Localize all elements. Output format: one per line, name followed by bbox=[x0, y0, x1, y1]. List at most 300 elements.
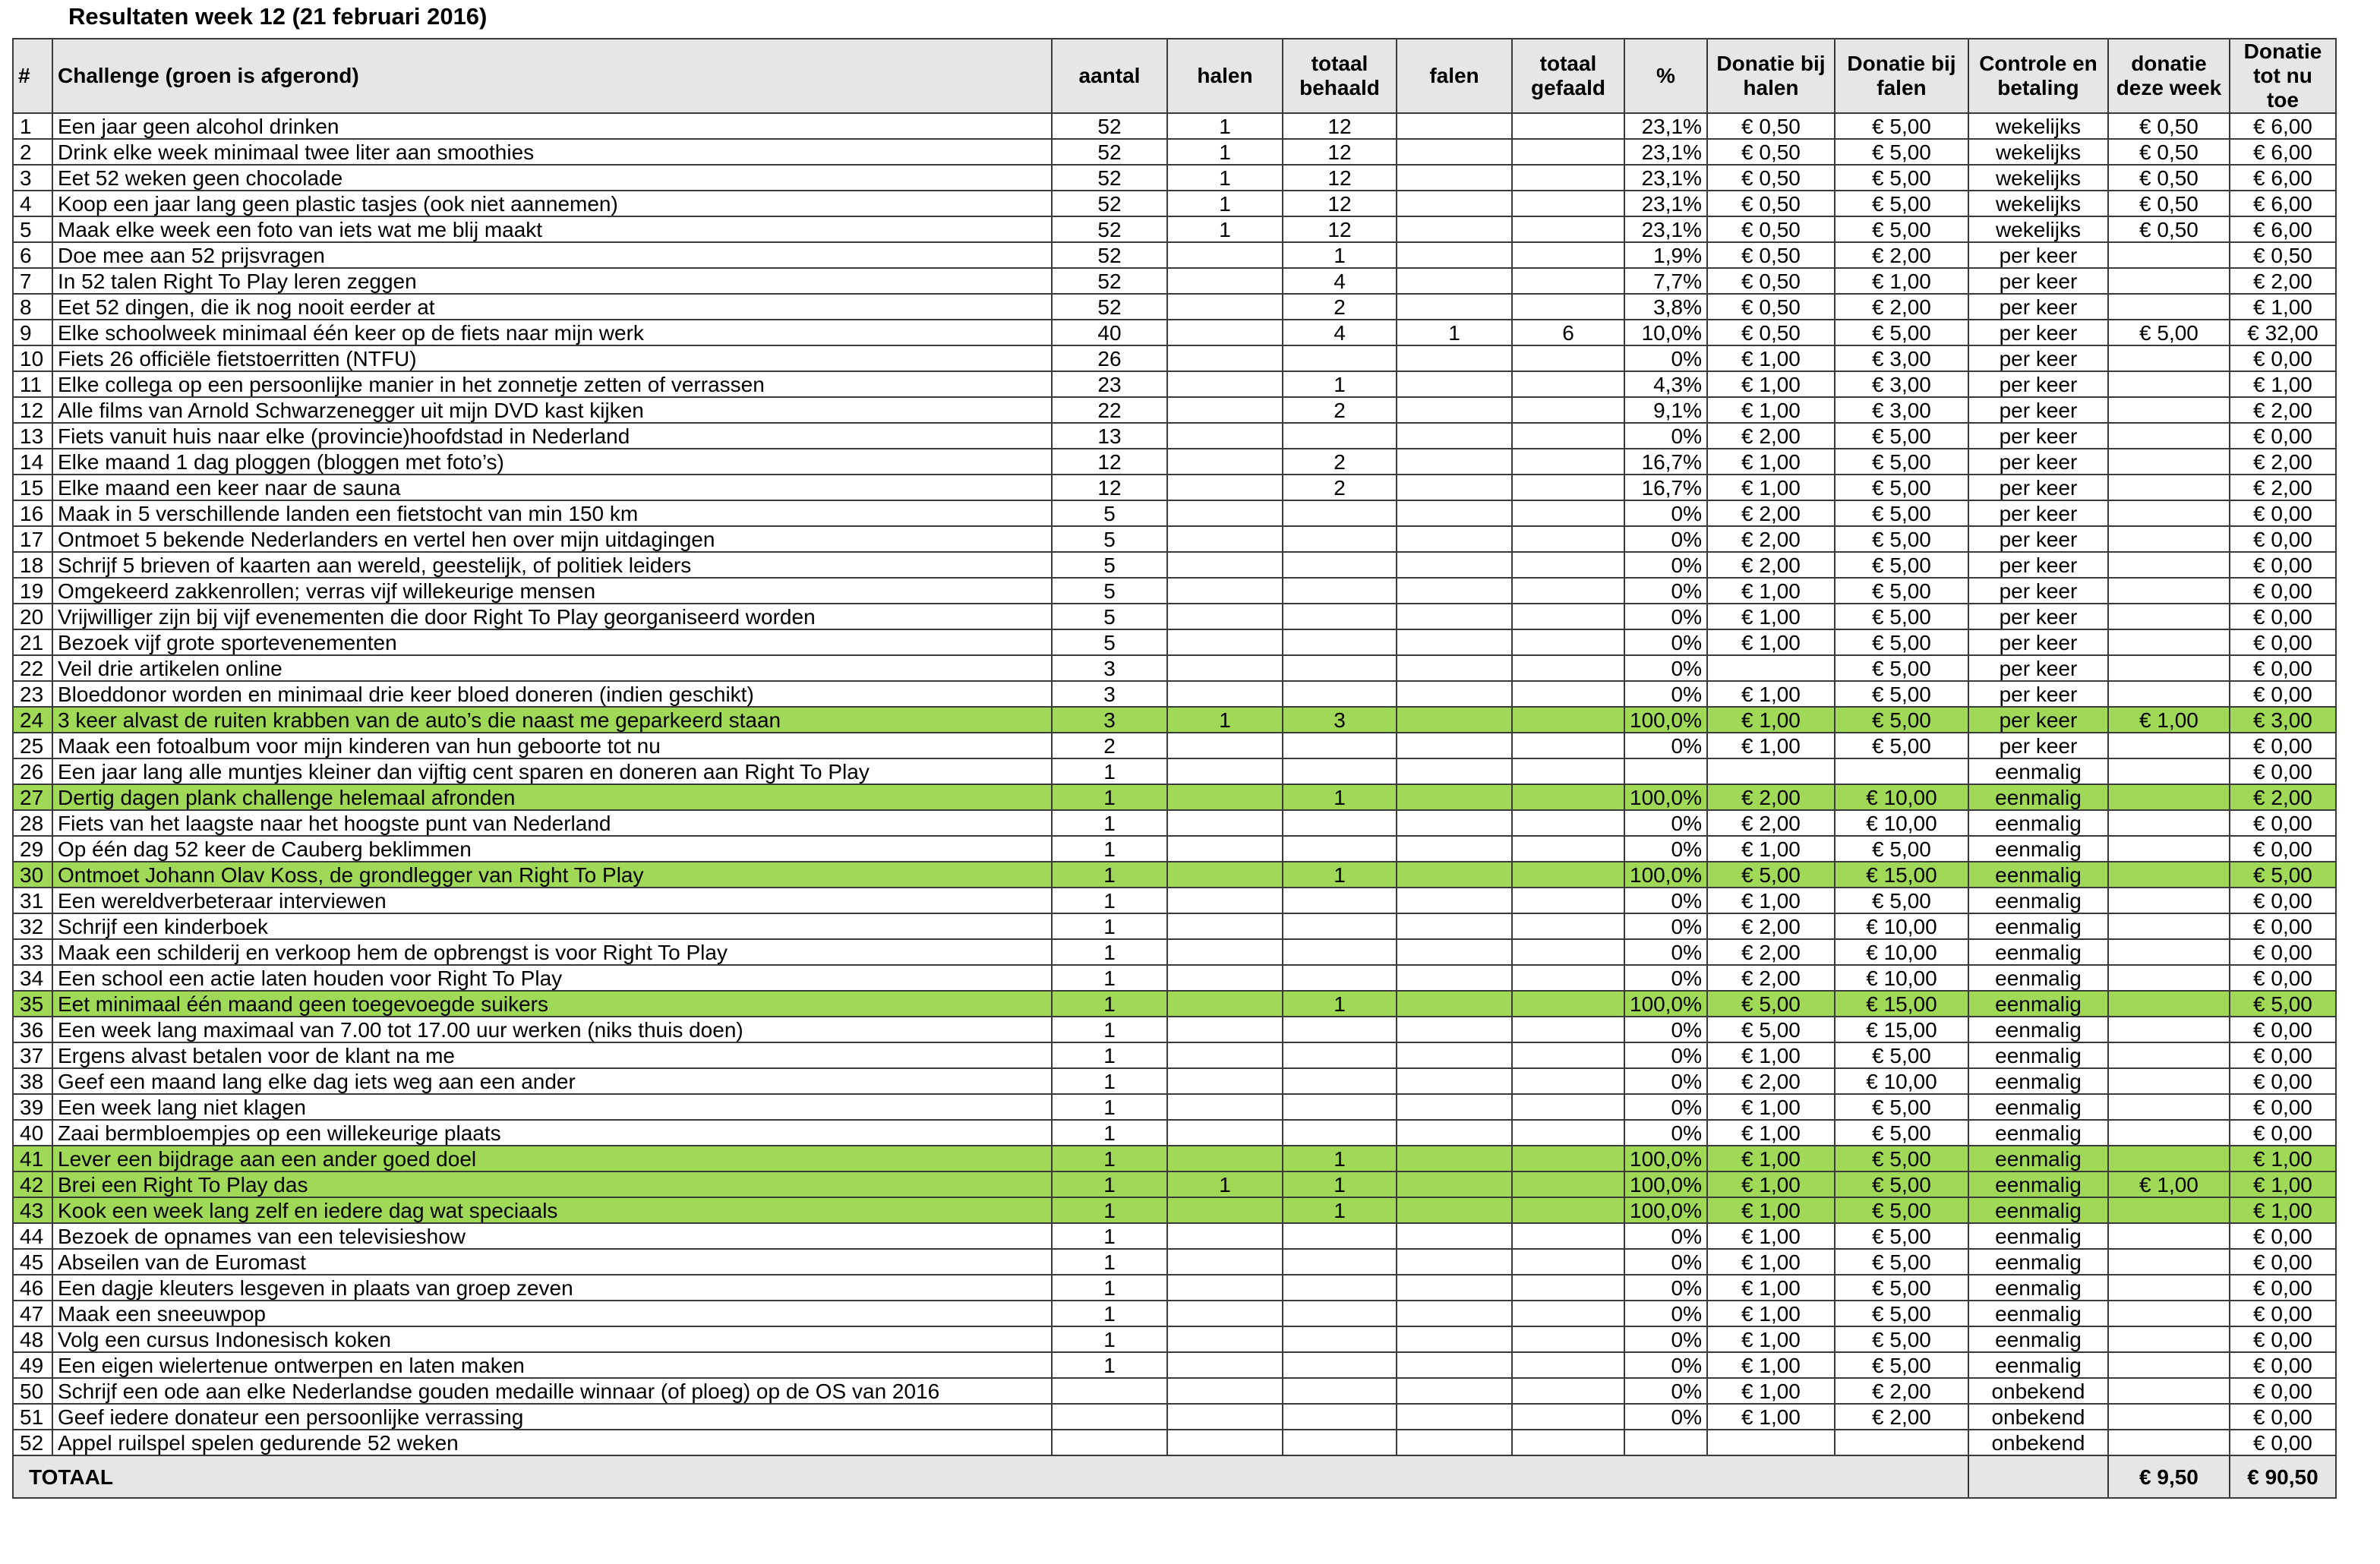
cell-donatie-bij-halen: € 2,00 bbox=[1707, 913, 1835, 939]
cell-aantal: 5 bbox=[1052, 552, 1167, 578]
cell-totaal-gefaald bbox=[1512, 629, 1624, 655]
cell-controle: eenmalig bbox=[1968, 810, 2108, 836]
cell-donatie-bij-falen: € 5,00 bbox=[1835, 836, 1968, 862]
cell-challenge: Maak een sneeuwpop bbox=[52, 1301, 1052, 1326]
cell-controle: per keer bbox=[1968, 475, 2108, 500]
cell-number: 41 bbox=[13, 1146, 52, 1171]
table-row bbox=[13, 1042, 2336, 1068]
cell-challenge: Een jaar lang alle muntjes kleiner dan vijftig cent sparen en doneren aan Right To Play bbox=[52, 758, 1052, 784]
cell-donatie-bij-halen: € 1,00 bbox=[1707, 629, 1835, 655]
cell-challenge: Een week lang niet klagen bbox=[52, 1094, 1052, 1120]
cell-challenge: Doe mee aan 52 prijsvragen bbox=[52, 242, 1052, 268]
cell-totaal-behaald bbox=[1283, 345, 1397, 371]
cell-halen bbox=[1167, 810, 1283, 836]
cell-donatie-tot-nu: € 0,00 bbox=[2230, 1275, 2336, 1301]
cell-controle: eenmalig bbox=[1968, 1042, 2108, 1068]
cell-totaal-gefaald bbox=[1512, 552, 1624, 578]
cell-donatie-bij-halen: € 1,00 bbox=[1707, 1197, 1835, 1223]
cell-challenge: Bezoek de opnames van een televisieshow bbox=[52, 1223, 1052, 1249]
cell-aantal: 5 bbox=[1052, 604, 1167, 629]
cell-donatie-bij-halen: € 0,50 bbox=[1707, 191, 1835, 216]
cell-donatie-bij-falen: € 5,00 bbox=[1835, 1326, 1968, 1352]
cell-totaal-gefaald bbox=[1512, 1249, 1624, 1275]
cell-falen bbox=[1397, 758, 1512, 784]
cell-aantal: 1 bbox=[1052, 1171, 1167, 1197]
cell-donatie-bij-halen: € 1,00 bbox=[1707, 681, 1835, 707]
table-row bbox=[13, 320, 2336, 345]
cell-totaal-gefaald bbox=[1512, 862, 1624, 888]
results-table bbox=[12, 38, 2337, 1499]
cell-halen bbox=[1167, 1249, 1283, 1275]
cell-totaal-gefaald bbox=[1512, 242, 1624, 268]
cell-donatie-tot-nu: € 0,00 bbox=[2230, 629, 2336, 655]
cell-percentage: 0% bbox=[1624, 500, 1707, 526]
cell-challenge: Elke schoolweek minimaal één keer op de fiets naar mijn werk bbox=[52, 320, 1052, 345]
cell-donatie-tot-nu: € 0,00 bbox=[2230, 1326, 2336, 1352]
cell-donatie-bij-halen: € 1,00 bbox=[1707, 1146, 1835, 1171]
cell-challenge: Dertig dagen plank challenge helemaal afronden bbox=[52, 784, 1052, 810]
cell-donatie-deze-week bbox=[2108, 294, 2230, 320]
cell-controle: eenmalig bbox=[1968, 1197, 2108, 1223]
cell-totaal-gefaald bbox=[1512, 913, 1624, 939]
cell-donatie-tot-nu: € 0,00 bbox=[2230, 965, 2336, 991]
cell-donatie-tot-nu: € 1,00 bbox=[2230, 1146, 2336, 1171]
cell-aantal: 1 bbox=[1052, 810, 1167, 836]
cell-percentage: 0% bbox=[1624, 1042, 1707, 1068]
cell-percentage: 0% bbox=[1624, 1068, 1707, 1094]
cell-aantal: 1 bbox=[1052, 1094, 1167, 1120]
cell-totaal-behaald bbox=[1283, 423, 1397, 449]
cell-donatie-bij-falen: € 10,00 bbox=[1835, 1068, 1968, 1094]
cell-donatie-bij-falen: € 3,00 bbox=[1835, 345, 1968, 371]
cell-donatie-tot-nu: € 0,00 bbox=[2230, 758, 2336, 784]
cell-controle: onbekend bbox=[1968, 1378, 2108, 1404]
cell-number: 16 bbox=[13, 500, 52, 526]
cell-falen bbox=[1397, 784, 1512, 810]
cell-aantal: 1 bbox=[1052, 1042, 1167, 1068]
cell-donatie-tot-nu: € 0,00 bbox=[2230, 733, 2336, 758]
cell-donatie-deze-week bbox=[2108, 397, 2230, 423]
cell-donatie-bij-halen: € 0,50 bbox=[1707, 242, 1835, 268]
cell-halen bbox=[1167, 423, 1283, 449]
cell-donatie-tot-nu: € 6,00 bbox=[2230, 216, 2336, 242]
header-number: # bbox=[13, 39, 52, 113]
total-label: TOTAAL bbox=[13, 1455, 1968, 1498]
cell-aantal: 1 bbox=[1052, 1120, 1167, 1146]
cell-totaal-behaald bbox=[1283, 1017, 1397, 1042]
cell-totaal-behaald bbox=[1283, 1223, 1397, 1249]
cell-halen bbox=[1167, 1223, 1283, 1249]
cell-donatie-deze-week bbox=[2108, 836, 2230, 862]
cell-donatie-bij-halen: € 1,00 bbox=[1707, 371, 1835, 397]
cell-percentage: 3,8% bbox=[1624, 294, 1707, 320]
cell-falen bbox=[1397, 423, 1512, 449]
cell-number: 22 bbox=[13, 655, 52, 681]
cell-controle: eenmalig bbox=[1968, 1017, 2108, 1042]
cell-challenge: Kook een week lang zelf en iedere dag wat speciaals bbox=[52, 1197, 1052, 1223]
cell-totaal-behaald: 2 bbox=[1283, 397, 1397, 423]
cell-number: 51 bbox=[13, 1404, 52, 1430]
cell-donatie-deze-week bbox=[2108, 1404, 2230, 1430]
cell-donatie-tot-nu: € 0,00 bbox=[2230, 655, 2336, 681]
cell-falen bbox=[1397, 268, 1512, 294]
cell-donatie-bij-halen: € 0,50 bbox=[1707, 113, 1835, 139]
cell-aantal bbox=[1052, 1404, 1167, 1430]
cell-donatie-bij-halen: € 0,50 bbox=[1707, 294, 1835, 320]
cell-aantal: 1 bbox=[1052, 1326, 1167, 1352]
cell-donatie-bij-halen bbox=[1707, 1430, 1835, 1455]
header-aantal: aantal bbox=[1052, 39, 1167, 113]
cell-donatie-deze-week bbox=[2108, 475, 2230, 500]
cell-donatie-deze-week bbox=[2108, 681, 2230, 707]
cell-totaal-behaald bbox=[1283, 655, 1397, 681]
cell-totaal-behaald bbox=[1283, 888, 1397, 913]
cell-controle: per keer bbox=[1968, 733, 2108, 758]
table-row bbox=[13, 862, 2336, 888]
cell-aantal: 13 bbox=[1052, 423, 1167, 449]
cell-donatie-bij-falen: € 5,00 bbox=[1835, 552, 1968, 578]
cell-donatie-bij-halen: € 1,00 bbox=[1707, 475, 1835, 500]
cell-totaal-behaald: 12 bbox=[1283, 139, 1397, 165]
cell-halen bbox=[1167, 1352, 1283, 1378]
cell-donatie-tot-nu: € 6,00 bbox=[2230, 191, 2336, 216]
cell-donatie-tot-nu: € 0,00 bbox=[2230, 681, 2336, 707]
cell-totaal-gefaald bbox=[1512, 965, 1624, 991]
cell-donatie-deze-week bbox=[2108, 784, 2230, 810]
cell-donatie-tot-nu: € 0,00 bbox=[2230, 526, 2336, 552]
cell-challenge: Drink elke week minimaal twee liter aan smoothies bbox=[52, 139, 1052, 165]
cell-donatie-tot-nu: € 0,00 bbox=[2230, 888, 2336, 913]
cell-totaal-gefaald bbox=[1512, 1017, 1624, 1042]
cell-totaal-behaald bbox=[1283, 552, 1397, 578]
table-row bbox=[13, 191, 2336, 216]
cell-percentage: 7,7% bbox=[1624, 268, 1707, 294]
cell-number: 2 bbox=[13, 139, 52, 165]
cell-donatie-bij-falen: € 5,00 bbox=[1835, 1197, 1968, 1223]
cell-totaal-gefaald bbox=[1512, 1068, 1624, 1094]
cell-percentage: 4,3% bbox=[1624, 371, 1707, 397]
cell-donatie-tot-nu: € 0,00 bbox=[2230, 552, 2336, 578]
table-row bbox=[13, 991, 2336, 1017]
cell-totaal-gefaald bbox=[1512, 371, 1624, 397]
cell-totaal-behaald: 4 bbox=[1283, 320, 1397, 345]
cell-percentage: 0% bbox=[1624, 629, 1707, 655]
cell-halen: 1 bbox=[1167, 113, 1283, 139]
cell-donatie-tot-nu: € 0,00 bbox=[2230, 1120, 2336, 1146]
cell-donatie-deze-week bbox=[2108, 1249, 2230, 1275]
cell-totaal-behaald: 1 bbox=[1283, 862, 1397, 888]
cell-donatie-tot-nu: € 0,00 bbox=[2230, 836, 2336, 862]
cell-totaal-behaald bbox=[1283, 500, 1397, 526]
cell-challenge: Geef een maand lang elke dag iets weg aan een ander bbox=[52, 1068, 1052, 1094]
cell-number: 52 bbox=[13, 1430, 52, 1455]
cell-challenge: Op één dag 52 keer de Cauberg beklimmen bbox=[52, 836, 1052, 862]
cell-donatie-tot-nu: € 6,00 bbox=[2230, 165, 2336, 191]
cell-totaal-gefaald bbox=[1512, 1094, 1624, 1120]
cell-halen bbox=[1167, 1326, 1283, 1352]
header-donatie-deze-week: donatie deze week bbox=[2108, 39, 2230, 113]
cell-falen bbox=[1397, 242, 1512, 268]
cell-donatie-bij-falen: € 15,00 bbox=[1835, 862, 1968, 888]
cell-totaal-gefaald bbox=[1512, 1301, 1624, 1326]
cell-donatie-tot-nu: € 0,00 bbox=[2230, 1404, 2336, 1430]
cell-halen bbox=[1167, 888, 1283, 913]
table-row bbox=[13, 1017, 2336, 1042]
cell-number: 26 bbox=[13, 758, 52, 784]
cell-donatie-bij-halen: € 2,00 bbox=[1707, 784, 1835, 810]
cell-totaal-behaald bbox=[1283, 965, 1397, 991]
cell-donatie-deze-week: € 1,00 bbox=[2108, 707, 2230, 733]
cell-halen bbox=[1167, 655, 1283, 681]
cell-totaal-behaald bbox=[1283, 1430, 1397, 1455]
cell-donatie-bij-falen: € 3,00 bbox=[1835, 371, 1968, 397]
cell-number: 36 bbox=[13, 1017, 52, 1042]
cell-donatie-bij-halen: € 0,50 bbox=[1707, 268, 1835, 294]
cell-totaal-gefaald bbox=[1512, 268, 1624, 294]
cell-challenge: Schrijf een ode aan elke Nederlandse gouden medaille winnaar (of ploeg) op de OS van 2016 bbox=[52, 1378, 1052, 1404]
cell-donatie-bij-falen: € 5,00 bbox=[1835, 1120, 1968, 1146]
cell-halen: 1 bbox=[1167, 165, 1283, 191]
cell-challenge: Elke maand een keer naar de sauna bbox=[52, 475, 1052, 500]
cell-totaal-gefaald bbox=[1512, 423, 1624, 449]
cell-donatie-deze-week: € 0,50 bbox=[2108, 139, 2230, 165]
cell-totaal-behaald bbox=[1283, 939, 1397, 965]
cell-number: 42 bbox=[13, 1171, 52, 1197]
cell-aantal: 3 bbox=[1052, 655, 1167, 681]
cell-number: 1 bbox=[13, 113, 52, 139]
cell-number: 30 bbox=[13, 862, 52, 888]
total-tot-nu: € 90,50 bbox=[2230, 1455, 2336, 1498]
cell-totaal-gefaald bbox=[1512, 1275, 1624, 1301]
cell-percentage: 0% bbox=[1624, 1223, 1707, 1249]
cell-donatie-tot-nu: € 0,00 bbox=[2230, 345, 2336, 371]
cell-falen bbox=[1397, 1378, 1512, 1404]
cell-donatie-deze-week bbox=[2108, 268, 2230, 294]
cell-donatie-bij-falen: € 5,00 bbox=[1835, 1352, 1968, 1378]
cell-aantal: 1 bbox=[1052, 965, 1167, 991]
cell-number: 44 bbox=[13, 1223, 52, 1249]
cell-totaal-gefaald bbox=[1512, 449, 1624, 475]
cell-percentage: 0% bbox=[1624, 655, 1707, 681]
cell-controle: eenmalig bbox=[1968, 1094, 2108, 1120]
cell-totaal-behaald: 12 bbox=[1283, 216, 1397, 242]
cell-falen bbox=[1397, 1249, 1512, 1275]
cell-donatie-bij-halen: € 1,00 bbox=[1707, 888, 1835, 913]
cell-falen bbox=[1397, 733, 1512, 758]
cell-donatie-bij-falen: € 5,00 bbox=[1835, 500, 1968, 526]
cell-controle: onbekend bbox=[1968, 1404, 2108, 1430]
cell-controle: per keer bbox=[1968, 371, 2108, 397]
cell-controle: per keer bbox=[1968, 500, 2108, 526]
cell-controle: eenmalig bbox=[1968, 965, 2108, 991]
cell-challenge: Brei een Right To Play das bbox=[52, 1171, 1052, 1197]
cell-donatie-deze-week bbox=[2108, 1068, 2230, 1094]
cell-falen bbox=[1397, 1275, 1512, 1301]
cell-number: 7 bbox=[13, 268, 52, 294]
cell-donatie-deze-week bbox=[2108, 526, 2230, 552]
cell-donatie-tot-nu: € 0,00 bbox=[2230, 939, 2336, 965]
cell-aantal: 52 bbox=[1052, 165, 1167, 191]
cell-falen bbox=[1397, 397, 1512, 423]
cell-donatie-bij-halen: € 1,00 bbox=[1707, 1042, 1835, 1068]
cell-falen bbox=[1397, 810, 1512, 836]
cell-totaal-gefaald bbox=[1512, 604, 1624, 629]
cell-aantal: 52 bbox=[1052, 294, 1167, 320]
cell-percentage: 23,1% bbox=[1624, 113, 1707, 139]
cell-totaal-behaald: 3 bbox=[1283, 707, 1397, 733]
cell-challenge: Koop een jaar lang geen plastic tasjes (ook niet aannemen) bbox=[52, 191, 1052, 216]
cell-halen bbox=[1167, 320, 1283, 345]
cell-falen bbox=[1397, 1197, 1512, 1223]
cell-donatie-bij-falen bbox=[1835, 758, 1968, 784]
cell-donatie-bij-falen: € 10,00 bbox=[1835, 913, 1968, 939]
cell-totaal-gefaald bbox=[1512, 784, 1624, 810]
cell-donatie-tot-nu: € 0,00 bbox=[2230, 1223, 2336, 1249]
cell-halen bbox=[1167, 1378, 1283, 1404]
cell-totaal-behaald bbox=[1283, 681, 1397, 707]
cell-donatie-deze-week bbox=[2108, 1352, 2230, 1378]
cell-totaal-behaald bbox=[1283, 1094, 1397, 1120]
cell-halen bbox=[1167, 397, 1283, 423]
cell-number: 21 bbox=[13, 629, 52, 655]
cell-falen bbox=[1397, 552, 1512, 578]
cell-donatie-bij-halen: € 1,00 bbox=[1707, 836, 1835, 862]
header-challenge: Challenge (groen is afgerond) bbox=[52, 39, 1052, 113]
table-row bbox=[13, 242, 2336, 268]
cell-totaal-gefaald bbox=[1512, 888, 1624, 913]
header-donatie-tot-nu-toe: Donatie tot nu toe bbox=[2230, 39, 2336, 113]
cell-donatie-bij-falen: € 2,00 bbox=[1835, 294, 1968, 320]
cell-challenge: Ontmoet Johann Olav Koss, de grondlegger van Right To Play bbox=[52, 862, 1052, 888]
cell-donatie-deze-week bbox=[2108, 423, 2230, 449]
header-controle-en-betaling: Controle en betaling bbox=[1968, 39, 2108, 113]
cell-donatie-deze-week bbox=[2108, 552, 2230, 578]
cell-controle: wekelijks bbox=[1968, 191, 2108, 216]
cell-aantal bbox=[1052, 1378, 1167, 1404]
table-row bbox=[13, 1120, 2336, 1146]
cell-challenge: Een jaar geen alcohol drinken bbox=[52, 113, 1052, 139]
cell-aantal: 5 bbox=[1052, 578, 1167, 604]
cell-falen bbox=[1397, 1146, 1512, 1171]
table-row bbox=[13, 526, 2336, 552]
cell-donatie-bij-falen: € 5,00 bbox=[1835, 216, 1968, 242]
cell-totaal-behaald bbox=[1283, 1326, 1397, 1352]
cell-donatie-bij-halen: € 2,00 bbox=[1707, 552, 1835, 578]
cell-challenge: Zaai bermbloempjes op een willekeurige plaats bbox=[52, 1120, 1052, 1146]
cell-donatie-deze-week bbox=[2108, 1378, 2230, 1404]
cell-halen bbox=[1167, 733, 1283, 758]
cell-donatie-deze-week bbox=[2108, 1223, 2230, 1249]
cell-donatie-bij-falen: € 5,00 bbox=[1835, 1275, 1968, 1301]
cell-donatie-deze-week bbox=[2108, 991, 2230, 1017]
cell-number: 15 bbox=[13, 475, 52, 500]
cell-donatie-tot-nu: € 5,00 bbox=[2230, 862, 2336, 888]
cell-totaal-gefaald bbox=[1512, 655, 1624, 681]
cell-totaal-gefaald bbox=[1512, 500, 1624, 526]
header-halen: halen bbox=[1167, 39, 1283, 113]
cell-controle: per keer bbox=[1968, 707, 2108, 733]
cell-halen bbox=[1167, 836, 1283, 862]
cell-totaal-behaald: 1 bbox=[1283, 242, 1397, 268]
cell-donatie-bij-halen: € 0,50 bbox=[1707, 216, 1835, 242]
cell-donatie-deze-week bbox=[2108, 629, 2230, 655]
cell-percentage: 0% bbox=[1624, 939, 1707, 965]
cell-donatie-deze-week bbox=[2108, 500, 2230, 526]
cell-halen bbox=[1167, 371, 1283, 397]
cell-number: 18 bbox=[13, 552, 52, 578]
cell-percentage: 0% bbox=[1624, 965, 1707, 991]
cell-donatie-tot-nu: € 1,00 bbox=[2230, 371, 2336, 397]
cell-falen bbox=[1397, 939, 1512, 965]
cell-halen bbox=[1167, 965, 1283, 991]
header-donatie-bij-falen: Donatie bij falen bbox=[1835, 39, 1968, 113]
cell-totaal-gefaald bbox=[1512, 191, 1624, 216]
cell-donatie-tot-nu: € 1,00 bbox=[2230, 294, 2336, 320]
cell-falen bbox=[1397, 294, 1512, 320]
cell-falen bbox=[1397, 604, 1512, 629]
cell-donatie-bij-halen: € 1,00 bbox=[1707, 1094, 1835, 1120]
cell-percentage: 100,0% bbox=[1624, 707, 1707, 733]
cell-controle: per keer bbox=[1968, 655, 2108, 681]
cell-donatie-bij-falen: € 5,00 bbox=[1835, 449, 1968, 475]
cell-number: 47 bbox=[13, 1301, 52, 1326]
cell-halen bbox=[1167, 1404, 1283, 1430]
cell-donatie-bij-falen: € 5,00 bbox=[1835, 888, 1968, 913]
cell-totaal-gefaald bbox=[1512, 758, 1624, 784]
cell-donatie-tot-nu: € 2,00 bbox=[2230, 268, 2336, 294]
cell-percentage: 0% bbox=[1624, 1352, 1707, 1378]
cell-totaal-behaald bbox=[1283, 578, 1397, 604]
table-row bbox=[13, 939, 2336, 965]
cell-controle: per keer bbox=[1968, 345, 2108, 371]
cell-challenge: Veil drie artikelen online bbox=[52, 655, 1052, 681]
cell-donatie-tot-nu: € 3,00 bbox=[2230, 707, 2336, 733]
table-row bbox=[13, 1146, 2336, 1171]
cell-halen bbox=[1167, 939, 1283, 965]
cell-donatie-bij-halen: € 5,00 bbox=[1707, 991, 1835, 1017]
cell-donatie-deze-week bbox=[2108, 939, 2230, 965]
cell-halen bbox=[1167, 578, 1283, 604]
cell-falen bbox=[1397, 578, 1512, 604]
cell-halen bbox=[1167, 475, 1283, 500]
table-row bbox=[13, 397, 2336, 423]
cell-totaal-gefaald bbox=[1512, 939, 1624, 965]
cell-donatie-bij-falen: € 2,00 bbox=[1835, 1404, 1968, 1430]
cell-donatie-bij-halen: € 1,00 bbox=[1707, 1301, 1835, 1326]
cell-percentage: 16,7% bbox=[1624, 449, 1707, 475]
cell-aantal: 12 bbox=[1052, 449, 1167, 475]
cell-halen bbox=[1167, 1301, 1283, 1326]
cell-totaal-behaald bbox=[1283, 1042, 1397, 1068]
cell-controle: per keer bbox=[1968, 320, 2108, 345]
cell-number: 3 bbox=[13, 165, 52, 191]
table-row bbox=[13, 1171, 2336, 1197]
cell-challenge: Een eigen wielertenue ontwerpen en laten maken bbox=[52, 1352, 1052, 1378]
cell-percentage: 100,0% bbox=[1624, 1171, 1707, 1197]
cell-totaal-gefaald bbox=[1512, 836, 1624, 862]
cell-donatie-bij-falen: € 5,00 bbox=[1835, 733, 1968, 758]
table-row bbox=[13, 475, 2336, 500]
cell-falen bbox=[1397, 1042, 1512, 1068]
cell-number: 24 bbox=[13, 707, 52, 733]
cell-donatie-bij-falen: € 5,00 bbox=[1835, 707, 1968, 733]
cell-falen bbox=[1397, 836, 1512, 862]
cell-challenge: Abseilen van de Euromast bbox=[52, 1249, 1052, 1275]
cell-totaal-behaald bbox=[1283, 1301, 1397, 1326]
cell-controle: per keer bbox=[1968, 397, 2108, 423]
cell-percentage: 0% bbox=[1624, 1094, 1707, 1120]
cell-donatie-deze-week: € 1,00 bbox=[2108, 1171, 2230, 1197]
